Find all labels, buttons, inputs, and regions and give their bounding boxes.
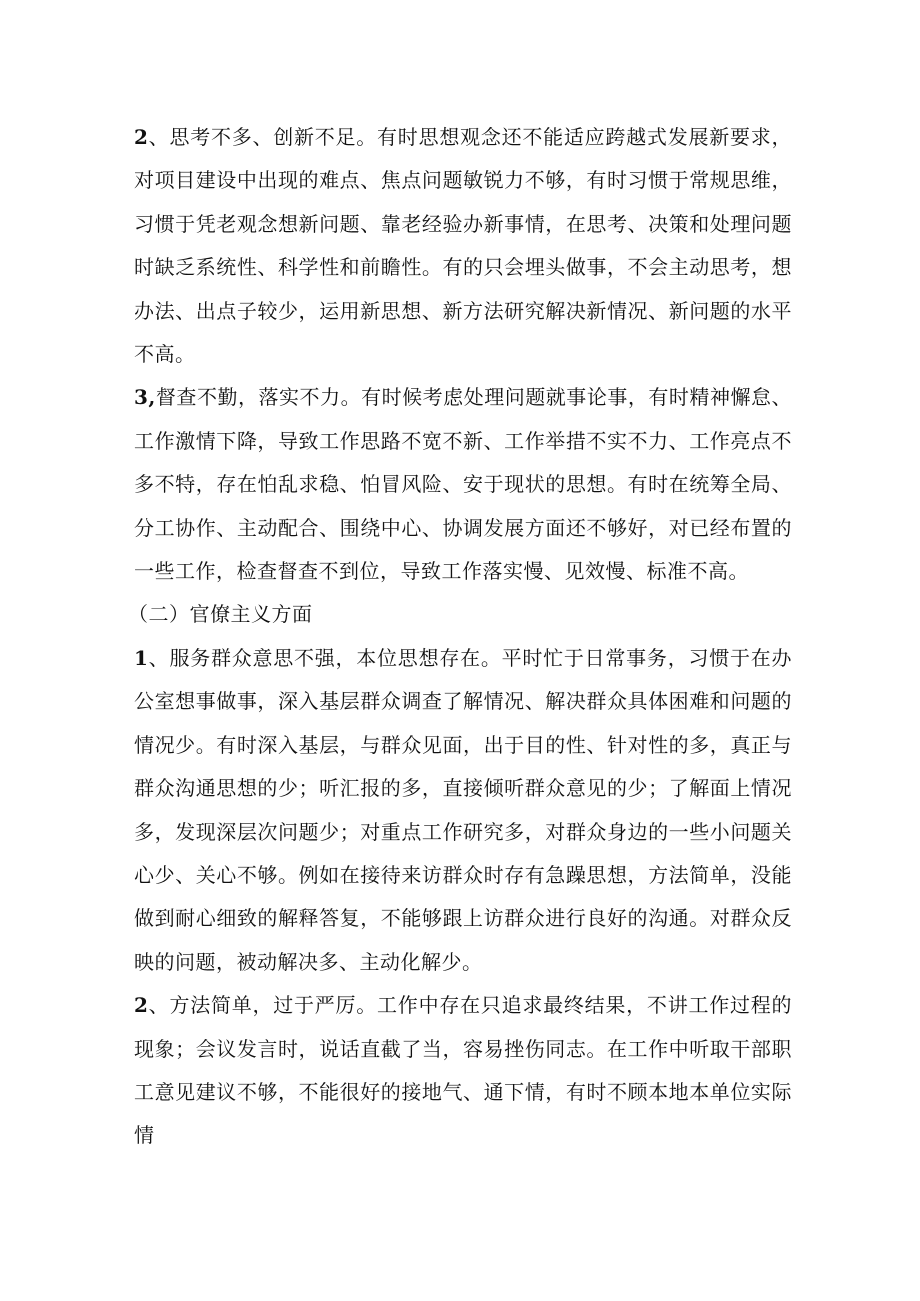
paragraph-text: 、方法简单，过于严厉。工作中存在只追求最终结果，不讲工作过程的现象；会议发言时，说话直截了当，容易挫伤同志。在工作中听取干部职工意见建议不够，不能很好的接地气、通下情，有时不顾本地本单位实际情 (134, 993, 792, 1148)
paragraph-service-awareness (134, 637, 792, 984)
item-number: 2 (134, 993, 149, 1018)
item-number: 1 (134, 645, 149, 670)
section-heading: （二）官僚主义方面 (128, 602, 313, 627)
paragraph-supervision-implementation (134, 376, 792, 593)
paragraph-text: 督查不勤，落实不力。有时候考虑处理问题就事论事，有时精神懈怠、工作激情下降，导致工作思路不宽不新、工作举措不实不力、工作亮点不多不特，存在怕乱求稳、怕冒风险、安于现状的思想。有时在统筹全局、分工协作、主动配合、围绕中心、协调发展方面还不够好，对已经布置的一些工作，检查督查不到位，导致工作落实慢、见效慢、标准不高。 (134, 385, 792, 584)
paragraph-text: 、思考不多、创新不足。有时思想观念还不能适应跨越式发展新要求，对项目建设中出现的难点、焦点问题敏锐力不够，有时习惯于常规思维，习惯于凭老观念想新问题、靠老经验办新事情，在思考、决策和处理问题时缺乏系统性、科学性和前瞻性。有的只会埋头做事，不会主动思考，想办法、出点子较少，运用新思想、新方法研究解决新情况、新问题的水平不高。 (134, 125, 792, 367)
document-body (128, 116, 792, 1158)
item-number: 2 (134, 125, 149, 149)
paragraph-methods-strictness (134, 984, 792, 1158)
paragraph-text: 、服务群众意思不强，本位思想存在。平时忙于日常事务，习惯于在办公室想事做事，深入基层群众调查了解情况、解决群众具体困难和问题的情况少。有时深入基层，与群众见面，出于目的性、针对性的多，真正与群众沟通思想的少；听汇报的多，直接倾听群众意见的少；了解面上情况多，发现深层次问题少；对重点工作研究多，对群众身边的一些小问题关心少、关心不够。例如在接待来访群众时存有急躁思想，方法简单，没能做到耐心细致的解释答复，不能够跟上访群众进行良好的沟通。对群众反映的问题，被动解决多、主动化解少。 (134, 645, 792, 974)
item-number: 3, (134, 385, 156, 410)
paragraph-thinking-innovation (134, 116, 792, 376)
